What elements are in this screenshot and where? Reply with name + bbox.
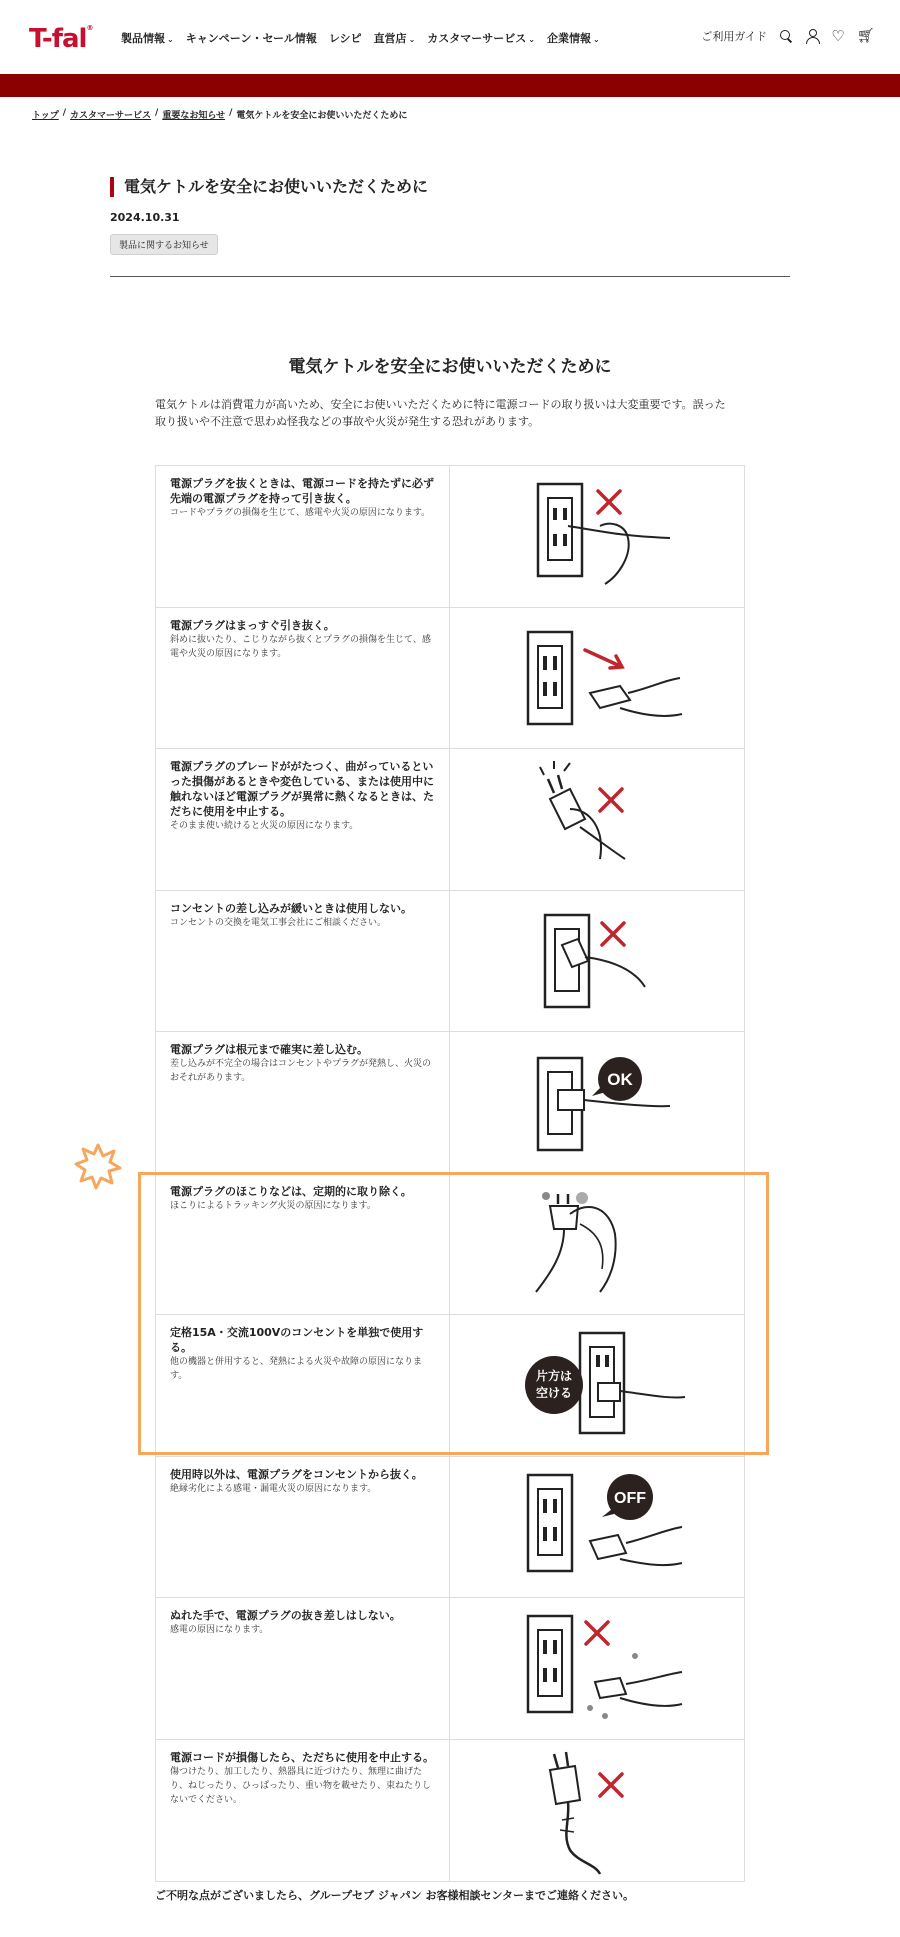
guide-link[interactable]: ご利用ガイド bbox=[701, 30, 767, 43]
table-row bbox=[156, 749, 744, 891]
row-text bbox=[156, 1598, 450, 1739]
contact-note: ご不明な点がございましたら、グループセブ ジャパン お客様相談センターまでご連絡ください。 bbox=[155, 1889, 635, 1902]
favorite-icon[interactable]: ♡ bbox=[831, 27, 845, 45]
row-text bbox=[156, 608, 450, 749]
row-heading: コンセントの差し込みが緩いときは使用しない。 bbox=[170, 901, 412, 915]
svg-text:OFF: OFF bbox=[614, 1489, 646, 1507]
row-illustration bbox=[450, 1174, 744, 1315]
prohibited-x-icon bbox=[600, 789, 622, 811]
breadcrumb-separator: / bbox=[229, 108, 233, 118]
row-heading: 定格15A・交流100Vのコンセントを単独で使用する。 bbox=[170, 1326, 424, 1354]
svg-text:片方は: 片方は bbox=[535, 1369, 573, 1383]
row-illustration bbox=[450, 1598, 744, 1739]
breadcrumb-separator: / bbox=[62, 108, 67, 118]
row-heading: 電源プラグのブレードががたつく、曲がっているといった損傷があるときや変色している、または使用中に触れないほど電源プラグが異常に熱くなるときは、ただちに使用を中止する。 bbox=[170, 760, 434, 818]
breadcrumb-notices[interactable]: 重要なお知らせ bbox=[162, 111, 226, 121]
article-heading: 電気ケトルを安全にお使いいただくために bbox=[288, 357, 612, 377]
table-row bbox=[156, 608, 744, 750]
plug-fully-inserted-illustration bbox=[450, 1032, 746, 1173]
breadcrumb-customer-service[interactable]: カスタマーサービス bbox=[70, 111, 152, 121]
breadcrumb-current: 電気ケトルを安全にお使いいただくために bbox=[236, 111, 408, 121]
search-icon[interactable] bbox=[779, 29, 793, 43]
article-intro: 電気ケトルは消費電力が高いため、安全にお使いいただくために特に電源コードの取り扱いは大変重要です。誤った取り扱いや不注意で思わぬ怪我などの事故や火災が発生する恐れがあります。 bbox=[155, 398, 726, 428]
header-utilities bbox=[701, 27, 875, 45]
row-description: 傷つけたり、加工したり、熱器具に近づけたり、無理に曲げたり、ねじったり、ひっぱったり、重い物を載せたり、束ねたりしないでください。 bbox=[170, 1766, 432, 1805]
account-icon[interactable] bbox=[805, 29, 819, 43]
table-row bbox=[156, 1457, 744, 1599]
breadcrumb bbox=[32, 108, 407, 121]
clean-plug-dust-illustration bbox=[450, 1174, 746, 1315]
loose-outlet-illustration bbox=[450, 891, 746, 1032]
cart-icon[interactable]: 🛒︎ bbox=[857, 28, 875, 44]
nav-campaign[interactable]: キャンペーン・セール情報 bbox=[185, 32, 317, 45]
chevron-down-icon: ⌄ bbox=[592, 35, 600, 44]
row-heading: 電源コードが損傷したら、ただちに使用を中止する。 bbox=[170, 1750, 434, 1764]
row-heading: 電源プラグのほこりなどは、定期的に取り除く。 bbox=[170, 1184, 412, 1198]
row-illustration bbox=[450, 466, 744, 607]
table-row bbox=[156, 1598, 744, 1740]
table-row bbox=[156, 1174, 744, 1316]
damaged-cord-illustration bbox=[450, 1740, 746, 1881]
category-tag[interactable]: 製品に関するお知らせ bbox=[110, 234, 218, 255]
nav-products[interactable]: 製品情報 ⌄ bbox=[121, 32, 174, 45]
pull-straight-illustration bbox=[450, 608, 746, 749]
table-row bbox=[156, 1740, 744, 1882]
row-text bbox=[156, 1740, 450, 1882]
row-heading: 電源プラグはまっすぐ引き抜く。 bbox=[170, 618, 335, 632]
nav-customer-service[interactable]: カスタマーサービス ⌄ bbox=[427, 32, 535, 45]
header-banner-bar bbox=[0, 74, 900, 97]
off-badge-icon bbox=[602, 1474, 653, 1520]
prohibited-x-icon bbox=[602, 923, 624, 945]
nav-stores[interactable]: 直営店 ⌄ bbox=[373, 32, 416, 45]
row-text bbox=[156, 1032, 450, 1173]
row-illustration bbox=[450, 1315, 744, 1456]
unplug-when-unused-illustration bbox=[450, 1457, 746, 1598]
row-heading: 電源プラグは根元まで確実に差し込む。 bbox=[170, 1043, 368, 1056]
direction-arrow-icon bbox=[585, 650, 622, 668]
svg-text:空ける: 空ける bbox=[535, 1386, 573, 1400]
wet-hands-illustration bbox=[450, 1598, 746, 1739]
divider bbox=[110, 276, 790, 277]
row-illustration bbox=[450, 1740, 744, 1882]
table-row bbox=[156, 1032, 744, 1174]
publish-date: 2024.10.31 bbox=[110, 211, 180, 224]
chevron-down-icon: ⌄ bbox=[167, 35, 174, 44]
table-row bbox=[156, 891, 744, 1033]
row-illustration bbox=[450, 608, 744, 749]
row-description: 他の機器と併用すると、発熱による火災や故障の原因になります。 bbox=[170, 1357, 423, 1381]
prohibited-x-icon bbox=[586, 1622, 608, 1644]
row-illustration bbox=[450, 1032, 744, 1173]
row-text bbox=[156, 1315, 450, 1456]
one-side-empty-badge-icon bbox=[525, 1356, 583, 1414]
row-text bbox=[156, 1457, 450, 1598]
row-text bbox=[156, 466, 450, 607]
safety-table bbox=[155, 465, 745, 1882]
page-title: 電気ケトルを安全にお使いいただくために bbox=[110, 177, 790, 197]
breadcrumb-separator: / bbox=[155, 108, 159, 118]
row-heading: ぬれた手で、電源プラグの抜き差しはしない。 bbox=[170, 1609, 401, 1622]
prohibited-x-icon bbox=[598, 491, 620, 513]
row-description: ほこりによるトラッキング火災の原因になります。 bbox=[170, 1200, 376, 1211]
site-header bbox=[0, 0, 900, 74]
row-illustration bbox=[450, 1457, 744, 1598]
nav-recipe[interactable]: レシピ bbox=[328, 32, 362, 45]
damaged-plug-illustration bbox=[450, 749, 746, 890]
row-description: そのまま使い続けると火災の原因になります。 bbox=[170, 821, 359, 831]
row-description: コンセントの交換を電気工事会社にご相談ください。 bbox=[170, 917, 387, 928]
table-row bbox=[156, 466, 744, 608]
row-description: コードやプラグの損傷を生じて、感電や火災の原因になります。 bbox=[170, 508, 431, 518]
article-header bbox=[110, 177, 790, 255]
row-heading: 電源プラグを抜くときは、電源コードを持たずに必ず先端の電源プラグを持って引き抜く。 bbox=[170, 477, 434, 505]
unplug-by-cord-illustration bbox=[450, 466, 746, 607]
chevron-down-icon: ⌄ bbox=[408, 35, 416, 44]
row-text bbox=[156, 749, 450, 890]
row-illustration bbox=[450, 749, 744, 890]
table-row bbox=[156, 1315, 744, 1457]
ok-badge-icon bbox=[592, 1057, 642, 1101]
row-description: 斜めに抜いたり、こじりながら抜くとプラグの損傷を生じて、感電や火災の原因になります。 bbox=[170, 634, 431, 659]
main-nav bbox=[121, 30, 600, 46]
row-text bbox=[156, 891, 450, 1032]
row-description: 感電の原因になります。 bbox=[170, 1625, 269, 1635]
nav-company[interactable]: 企業情報 ⌄ bbox=[546, 32, 600, 45]
prohibited-x-icon bbox=[600, 1774, 622, 1796]
dedicated-outlet-illustration bbox=[450, 1315, 746, 1456]
svg-text:OK: OK bbox=[607, 1070, 633, 1089]
row-text bbox=[156, 1174, 450, 1315]
tfal-logo[interactable]: T-fal® bbox=[29, 24, 93, 54]
chevron-down-icon: ⌄ bbox=[528, 35, 535, 44]
row-description: 絶縁劣化による感電・漏電火災の原因になります。 bbox=[170, 1483, 377, 1494]
row-heading: 使用時以外は、電源プラグをコンセントから抜く。 bbox=[170, 1467, 423, 1481]
row-illustration bbox=[450, 891, 744, 1032]
breadcrumb-top[interactable]: トップ bbox=[32, 111, 59, 121]
row-description: 差し込みが不完全の場合はコンセントやプラグが発熱し、火災のおそれがあります。 bbox=[170, 1059, 432, 1083]
starburst-icon bbox=[74, 1142, 122, 1190]
